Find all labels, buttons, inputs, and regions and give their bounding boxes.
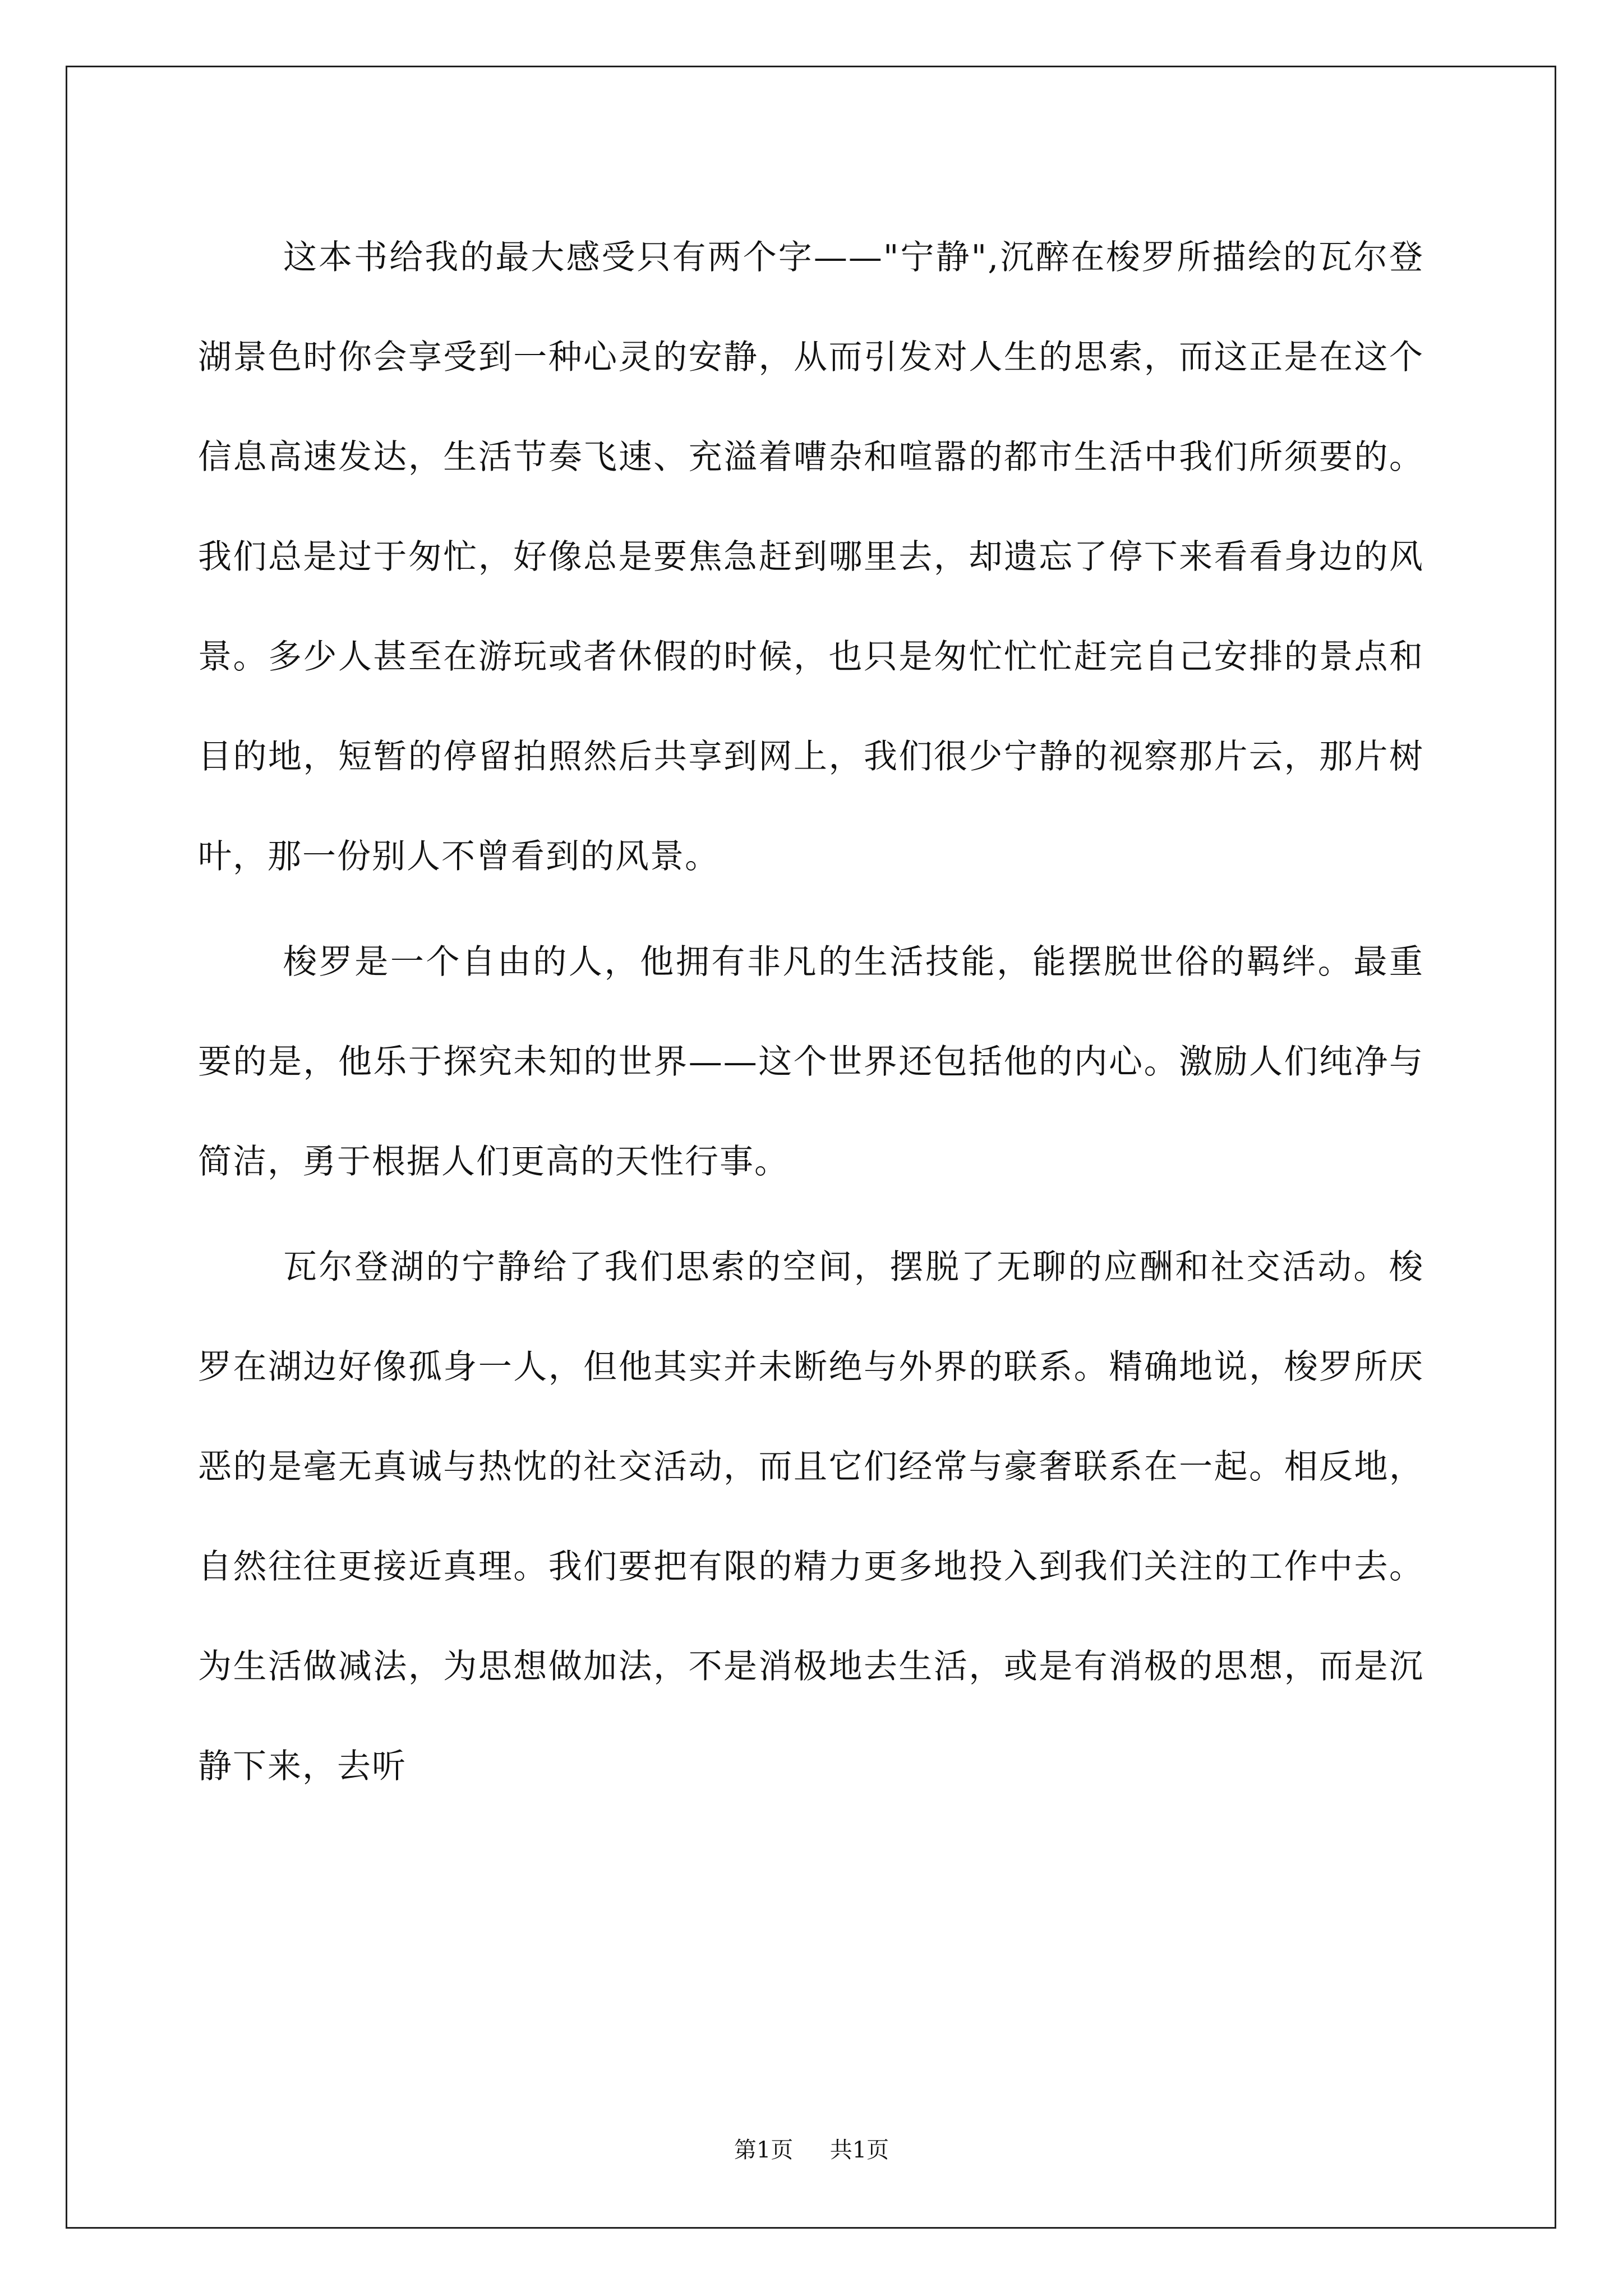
paragraph-2: 梭罗是一个自由的人，他拥有非凡的生活技能，能摆脱世俗的羁绊。最重要的是，他乐于探究未知的世界——这个世界还包括他的内心。激励人们纯净与简洁，勇于根据人们更高的天性行事。 [198,942,1424,1181]
page-footer [0,2136,1623,2164]
paragraph-3: 瓦尔登湖的宁静给了我们思索的空间，摆脱了无聊的应酬和社交活动。梭罗在湖边好像孤身一人，但他其实并未断绝与外界的联系。精确地说，梭罗所厌恶的是毫无真诚与热忱的社交活动，而且它们经常与豪奢联系在一起。相反地，自然往往更接近真理。我们要把有限的精力更多地投入到我们关注的工作中去。为生活做减法，为思想做加法，不是消极地去生活，或是有消极的思想，而是沉静下来，去听 [198,1248,1424,1786]
paragraph-1: 这本书给我的最大感受只有两个字——"宁静",沉醉在梭罗所描绘的瓦尔登湖景色时你会享受到一种心灵的安静，从而引发对人生的思索，而这正是在这个信息高速发达，生活节奏飞速、充溢着嘈杂和喧嚣的都市生活中我们所须要的。我们总是过于匆忙，好像总是要焦急赶到哪里去，却遗忘了停下来看看身边的风景。多少人甚至在游玩或者休假的时候，也只是匆忙忙忙赶完自己安排的景点和目的地，短暂的停留拍照然后共享到网上，我们很少宁静的视察那片云，那片树叶，那一份别人不曾看到的风景。 [198,238,1424,876]
page-number: 第1页 [734,2137,794,2163]
page-total: 共1页 [829,2137,889,2163]
document-body [198,208,1424,1816]
